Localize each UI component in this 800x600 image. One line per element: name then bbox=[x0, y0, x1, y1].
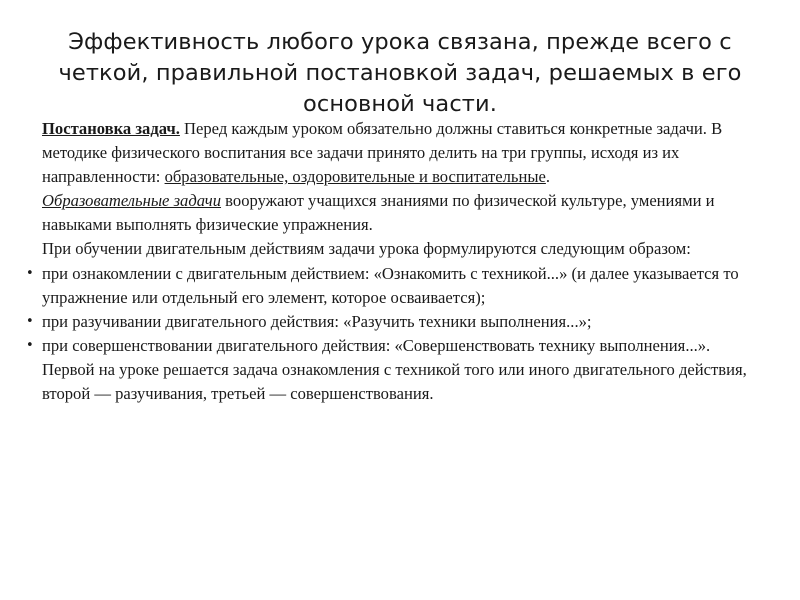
educational-tasks-heading: Образовательные задачи bbox=[42, 191, 222, 211]
list-item bbox=[26, 262, 762, 310]
bullet-icon: • bbox=[26, 313, 34, 329]
list-item-text: при совершенствовании двигательного действия: «Совершенствовать технику выполнения...». bbox=[42, 335, 711, 355]
list-item-text: при ознакомлении с двигательным действием: «Ознакомить с техникой...» (и далее указывается то упражнение или отдельный его элемент, которое осваивается); bbox=[42, 263, 739, 307]
slide-title: Эффективность любого урока связана, прежде всего с четкой, правильной постановкой задач, решаемых в его основной части. bbox=[58, 29, 742, 117]
slide-body bbox=[26, 117, 762, 406]
task-formulation-list bbox=[26, 262, 762, 358]
list-item bbox=[26, 334, 762, 358]
bullet-icon: • bbox=[26, 337, 34, 353]
task-groups-text: образовательные, оздоровительные и воспитательные bbox=[164, 167, 546, 187]
list-item-text: при разучивании двигательного действия: «Разучить техники выполнения...»; bbox=[42, 311, 592, 331]
paragraph-task-setting bbox=[42, 117, 762, 189]
list-item bbox=[26, 310, 762, 334]
task-setting-heading: Постановка задач. bbox=[42, 119, 180, 138]
paragraph-conclusion: Первой на уроке решается задача ознакомления с техникой того или иного двигательного действия, второй — разучивания, третьей — совершенствования. bbox=[42, 359, 747, 404]
paragraph-motor-actions: При обучении двигательным действиям задачи урока формулируются следующим образом: bbox=[42, 239, 691, 259]
bullet-icon: • bbox=[26, 265, 34, 281]
task-setting-end: . bbox=[545, 167, 551, 187]
educational-tasks-text: вооружают учащихся знаниями по физической культуре, умениями и навыками выполнять физические упражнения. bbox=[42, 191, 715, 235]
paragraph-educational-tasks bbox=[42, 189, 762, 237]
task-setting-text: Перед каждым уроком обязательно должны ставиться конкретные задачи. В методике физического воспитания все задачи принято делить на три группы, исходя из их направленности: bbox=[42, 119, 723, 187]
